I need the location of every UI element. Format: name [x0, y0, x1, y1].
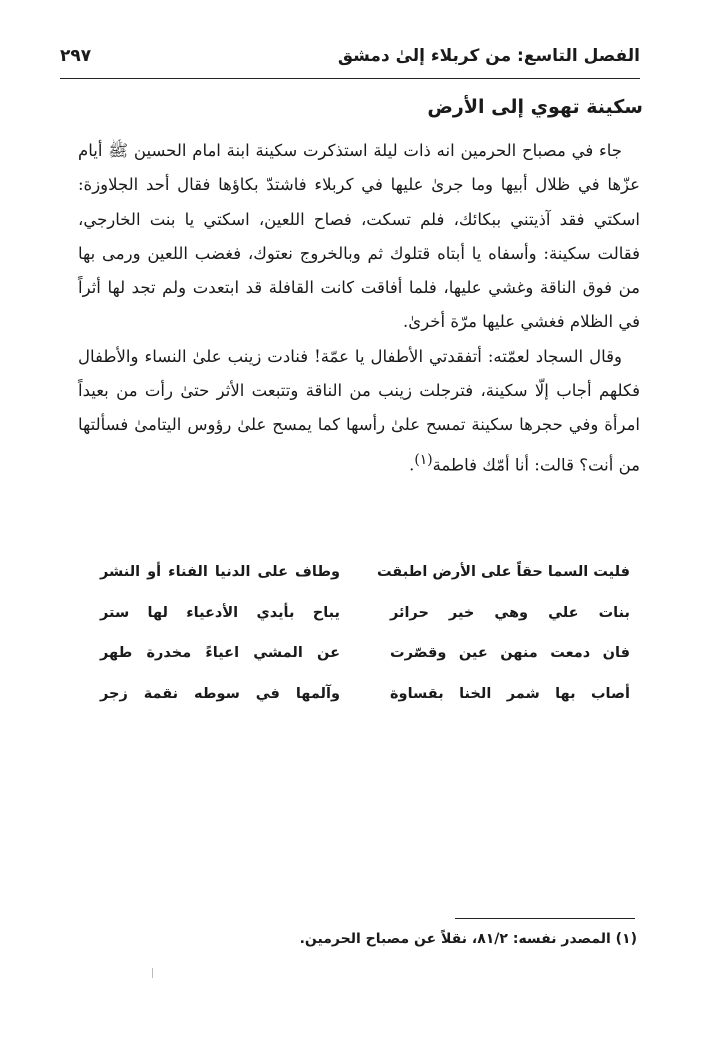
section-title: سكينة تهوي إلى الأرض — [427, 96, 643, 118]
chapter-running-title: الفصل التاسع: من كربلاء إلىٰ دمشق — [337, 46, 640, 66]
verse-row — [100, 639, 630, 680]
paragraph — [78, 134, 640, 340]
header-rule — [60, 78, 640, 79]
verse-first-hemistich: فليت السما حقاً على الأرض اطبقت — [376, 564, 630, 580]
running-header — [60, 40, 640, 80]
verse-first-hemistich: فان دمعت منهن عين وقصّرت — [390, 645, 630, 661]
verse-second-hemistich: وآلمها في سوطه نقمة زجر — [100, 685, 340, 702]
verse-first-hemistich: بنات علي وهي خير حرائر — [390, 604, 630, 621]
paragraph-text: وقال السجاد لعمّته: أتفقدتي الأطفال يا عمّة! فنادت زينب علىٰ النساء والأطفال فكلهم أجاب إلّا سكينة، فترجلت زينب من الناقة وتتبعت الأثر حتىٰ رأت من بعيداً امرأة وفي حجرها سكينة تمسح علىٰ رأسها كما يمسح علىٰ رؤوس اليتامىٰ فسألتها من أنت؟ قالت: أنا أمّك فاطمة — [78, 346, 640, 475]
verse-second-hemistich: يباح بأيدي الأدعياء لها ستر — [100, 604, 340, 621]
footnote-marker: (١) — [414, 451, 433, 468]
verse-second-hemistich: عن المشي اعياءً مخدرة طهر — [100, 645, 340, 661]
verse-row — [100, 599, 630, 640]
footnote-rule — [455, 918, 635, 919]
footnote: (١) المصدر نفسه: ٨١/٢، نقلاً عن مصباح الحرمين. — [299, 931, 637, 947]
paragraph-text: جاء في مصباح الحرمين انه ذات ليلة استذكرت سكينة ابنة امام الحسين ﷺ أيام عزّها في ظلال أبيها وما جرىٰ عليها في كربلاء فاشتدّ بكاؤها فقال أحد الجلاوزة: اسكتي فقد آذيتني ببكائك، فلم تسكت، فصاح اللعين، اسكتي يا بنت الخارجي، فقالت سكينة: وأسفاه يا أبتاه قتلوك ثم وبالخروج نعتوك، فغضب اللعين ورمى بها من فوق الناقة وغشي عليها، فلما أفاقت كانت القافلة قد ابتعدت ولم تجد لها أثراً في الظلام فغشي عليها مرّة أخرىٰ. — [78, 141, 640, 332]
verse-row — [100, 680, 630, 721]
poem-verses — [100, 558, 630, 720]
verse-second-hemistich: وطاف على الدنيا الفناء أو النشر — [100, 564, 340, 580]
page-number: ٢٩٧ — [60, 46, 92, 66]
verse-first-hemistich: أصاب بها شمر الخنا بقساوة — [390, 685, 630, 702]
body-text — [78, 134, 640, 482]
paragraph: وقال السجاد لعمّته: أتفقدتي الأطفال يا عمّة! فنادت زينب علىٰ النساء والأطفال فكلهم أجاب إلّا سكينة، فترجلت زينب من الناقة وتتبعت الأثر حتىٰ رأت من بعيداً امرأة وفي حجرها سكينة تمسح علىٰ رأسها كما يمسح علىٰ رؤوس اليتامىٰ فسألتها من أنت؟ قالت: أنا أمّك فاطمة$^{(١)}$. — [78, 346, 640, 475]
scan-artifact — [152, 968, 153, 978]
verse-row — [100, 558, 630, 599]
